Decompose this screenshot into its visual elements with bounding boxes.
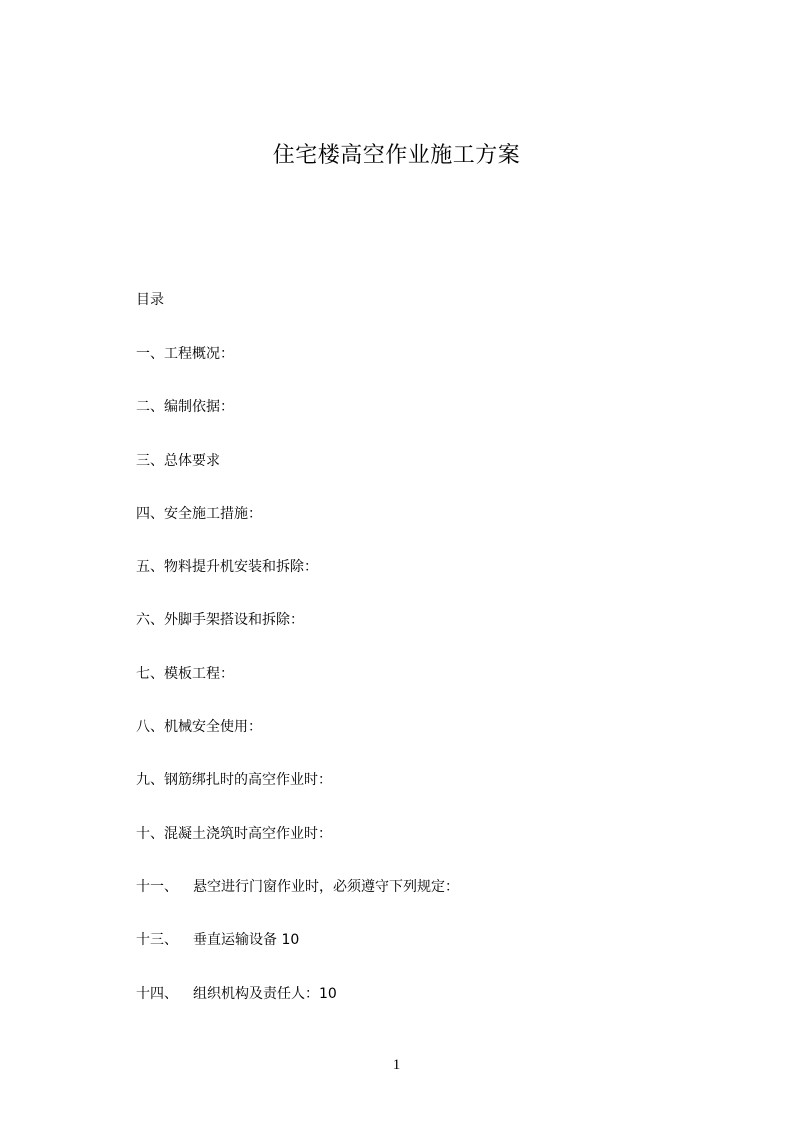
page-number: 1 <box>392 1057 401 1073</box>
toc-heading: 目录 <box>136 292 164 308</box>
toc-item-7 <box>136 664 459 717</box>
toc-item-text: 安全施工措施： <box>164 505 262 522</box>
toc-item-text: 悬空进行门窗作业时，必须遵守下列规定： <box>193 878 459 895</box>
toc-item-text: 混凝土浇筑时高空作业时： <box>164 825 332 842</box>
toc-item-8 <box>136 717 459 770</box>
toc-item-14 <box>136 984 459 1037</box>
toc-item-number: 十三、 <box>136 932 178 949</box>
document-title: 住宅楼高空作业施工方案 <box>272 143 521 168</box>
toc-item-text: 编制依据： <box>164 399 234 416</box>
toc-item-text: 工程概况： <box>164 346 234 362</box>
toc-item-3 <box>136 451 459 504</box>
toc-item-text: 垂直运输设备 10 <box>193 932 300 949</box>
toc-item-text: 外脚手架搭设和拆除： <box>164 612 304 629</box>
toc-item-11 <box>136 877 459 930</box>
toc-item-text: 物料提升机安装和拆除： <box>164 559 318 576</box>
toc-item-number: 四、 <box>136 505 164 522</box>
toc-item-number: 十四、 <box>136 985 178 1002</box>
toc-item-4 <box>136 504 459 557</box>
toc-item-13 <box>136 930 459 983</box>
table-of-contents <box>136 344 459 1037</box>
toc-item-text: 钢筋绑扎时的高空作业时： <box>164 772 332 789</box>
toc-item-number: 七、 <box>136 665 164 682</box>
toc-item-9 <box>136 770 459 823</box>
toc-item-10 <box>136 824 459 877</box>
toc-item-number: 十一、 <box>136 878 178 895</box>
toc-item-5 <box>136 557 459 610</box>
toc-item-number: 九、 <box>136 772 164 789</box>
toc-item-text: 机械安全使用： <box>164 719 262 736</box>
toc-item-6 <box>136 610 459 663</box>
toc-item-number: 一、 <box>136 346 164 362</box>
toc-item-number: 十、 <box>136 825 164 842</box>
toc-item-2 <box>136 397 459 450</box>
toc-item-text: 模板工程： <box>164 665 234 682</box>
toc-item-number: 八、 <box>136 719 164 736</box>
toc-item-number: 二、 <box>136 399 164 416</box>
toc-item-number: 六、 <box>136 612 164 629</box>
toc-item-text: 总体要求 <box>164 452 220 469</box>
toc-item-text: 组织机构及责任人：10 <box>193 985 337 1002</box>
toc-item-1 <box>136 344 459 397</box>
toc-item-number: 三、 <box>136 452 164 469</box>
toc-item-number: 五、 <box>136 559 164 576</box>
